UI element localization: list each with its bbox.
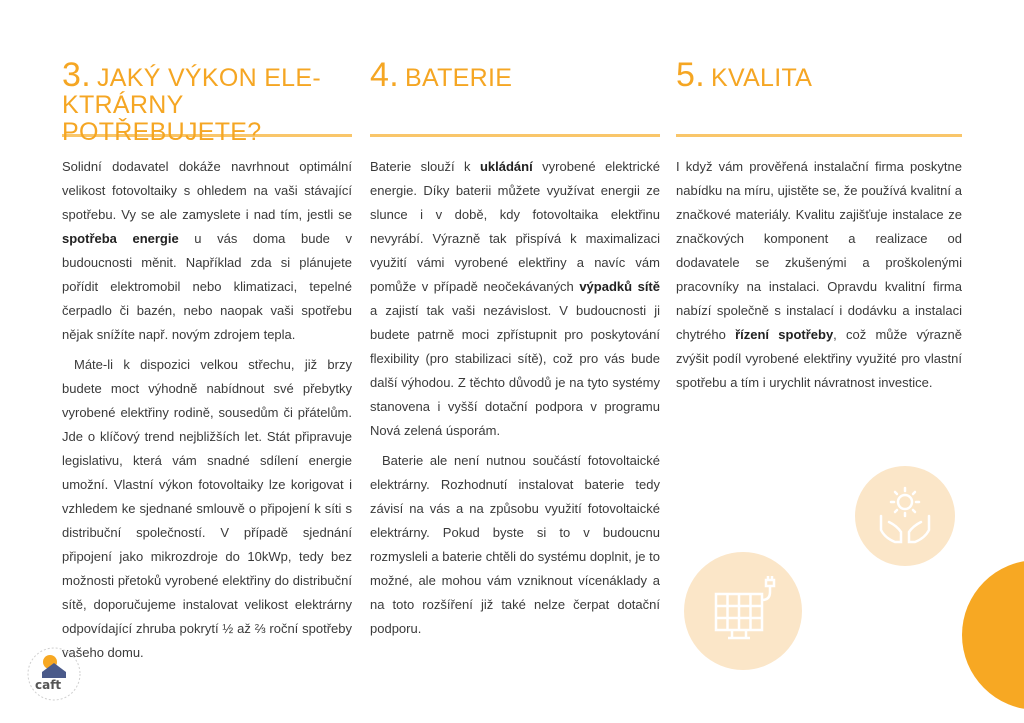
text: u vás doma bude v budoucnosti měnit. Například zda si plánujete pořídit elektromobil nebo klimatizaci, tepelné čerpadlo či bazén, nebo naopak vaši spotřebu nějak snížíte např. novým zdrojem tepla.: [62, 231, 352, 342]
text: Solidní dodavatel dokáže navrhnout optimální velikost fotovoltaiky s ohledem na vaši stávající spotřebu. Vy se ale zamyslete i nad tím, jestli se: [62, 159, 352, 222]
text: Máte-li k dispozici velkou střechu, již brzy budete moct výhodně nabídnout své přebytky vyrobené elektřiny rodině, sousedům či přátelům. Jde o klíčový trend nejbližších let. Stát připravuje legislativu, která vám snadné sdílení energie umožní. Vlastní výkon fotovoltaiky lze korigovat i vzhledem ke sjednané smlouvě o připojení k síti s distribuční společností. V případě sjednání připojení jako mikrozdroje do 10kWp, tedy bez možnosti přetoků vyrobené elektřiny do distribuční sítě, doporučujeme instalovat velikost elektrárny odpovídající zhruba pokrytí ½ až ⅔ roční spotřeby vašeho domu.: [62, 357, 352, 660]
section-5-divider: [676, 134, 962, 137]
section-4-title: BATERIE: [404, 64, 513, 92]
section-4-divider: [370, 134, 660, 137]
section-3-title: JAKÝ VÝKON ELE- KTRÁRNY POTŘEBUJETE?: [62, 64, 321, 146]
text: , což může výrazně zvýšit podíl vyrobené elektřiny využité pro vlastní spotřebu a tím i urychlit návratnost investice.: [676, 327, 962, 390]
text: Baterie ale není nutnou součástí fotovoltaické elektrárny. Rozhodnutí instalovat baterie tedy závisí na vás a na způsobu využití fotovoltaické elektrárny. Pokud byste si to v budoucnu rozmysleli a baterie chtěli do systému doplnit, je to možné, ale mohou vám vzniknout vícenáklady a na toto rozšíření již také nelze čerpat dotační podporu.: [370, 453, 660, 636]
section-5-number: 5.: [676, 56, 705, 94]
text: vyrobené elektrické energie. Díky baterii můžete využívat energii ze slunce i v době, kdy fotovoltaika elektřinu nevyrábí. Výrazně tak přispívá k maximalizaci využití vámi vyrobené elektřiny a navíc vám pomůže v případě neočekávaných: [370, 159, 660, 294]
bold-text: ukládání: [479, 159, 533, 174]
text: I když vám prověřená instalační firma poskytne nabídku na míru, ujistěte se, že používá kvalitní a značkové materiály. Kvalitu zajišťuje instalace ze značkových komponent a realizace od dodavatele se zkušenými a proškolenými pracovníky na instalaci. Opravdu kvalitní firma nabízí společně s instalací i dodávku a instalaci chytrého: [676, 159, 962, 342]
bold-text: řízení spotřeby: [735, 327, 834, 342]
paragraph: [676, 155, 962, 395]
section-4-body: [370, 155, 660, 641]
logo-text: caft: [35, 678, 62, 692]
section-5-body: [676, 155, 962, 395]
hands-sun-icon: [855, 466, 955, 566]
section-3-number: 3.: [62, 56, 91, 94]
text: a zajistí tak vaši nezávislost. V budoucnosti ji budete patrně moci zpřístupnit pro poskytování flexibility (pro stabilizaci sítě), což pro vás bude další výhodou. Z těchto důvodů je na tyto systémy stanovena i vyšší dotační podpora v programu Nová zelená úsporám.: [370, 303, 660, 438]
text: Baterie slouží k: [370, 159, 480, 174]
section-3: [62, 56, 352, 671]
orange-corner-circle: [962, 560, 1024, 710]
section-4: [370, 56, 660, 647]
paragraph: [370, 449, 660, 641]
section-5: [676, 56, 962, 401]
section-4-heading: [370, 56, 660, 134]
section-3-heading: [62, 56, 352, 146]
solar-panel-plug-icon: [684, 552, 802, 670]
paragraph: [370, 155, 660, 443]
section-3-body: [62, 155, 352, 665]
section-5-title: KVALITA: [710, 64, 813, 92]
section-4-number: 4.: [370, 56, 399, 94]
paragraph: [62, 353, 352, 665]
paragraph: [62, 155, 352, 347]
section-5-heading: [676, 56, 962, 134]
bold-text: spotřeba energie: [62, 231, 179, 246]
bold-text: výpadků sítě: [579, 279, 660, 294]
